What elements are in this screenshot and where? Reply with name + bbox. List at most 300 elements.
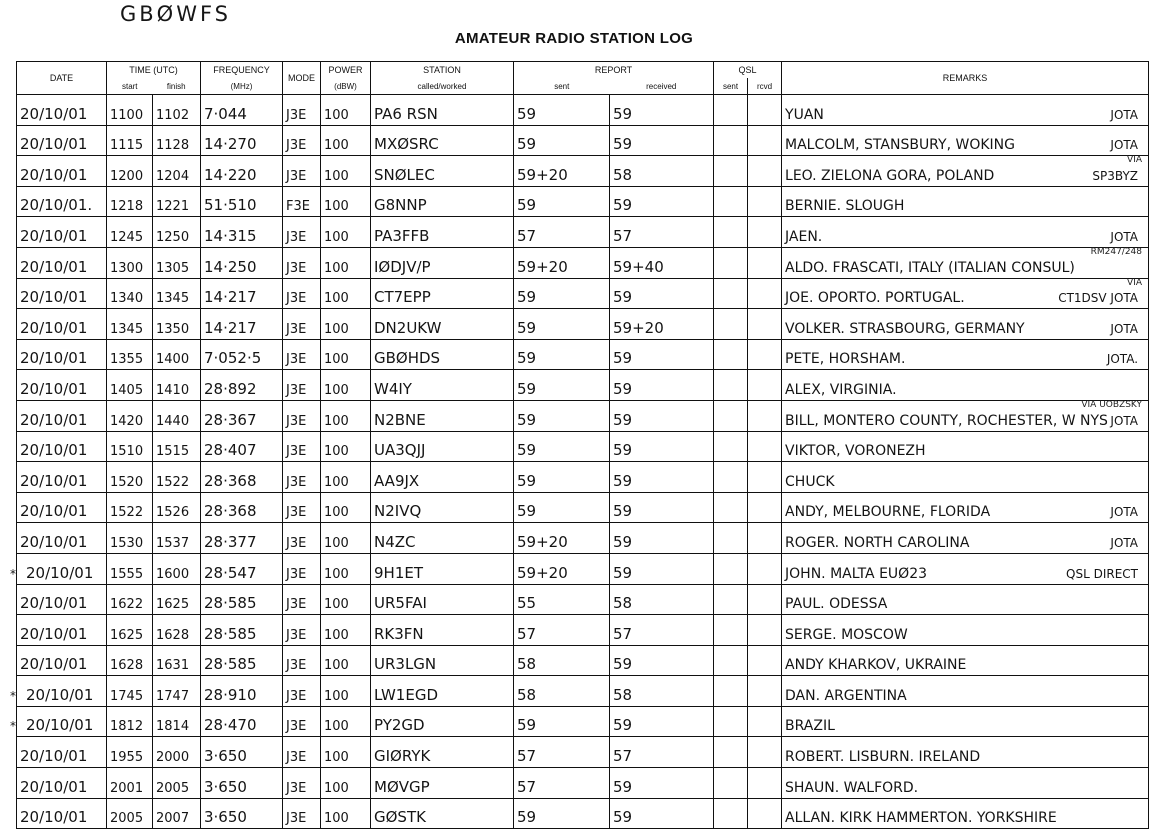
entry-time-finish: 1128: [153, 125, 201, 156]
entry-station: PA3FFB: [371, 217, 514, 248]
entry-remarks-text: BERNIE. SLOUGH: [785, 198, 905, 215]
entry-mode: F3E: [283, 186, 321, 217]
log-row: [17, 370, 1149, 401]
entry-time-finish: 1747: [153, 676, 201, 707]
entry-date-value: 20/10/01: [20, 777, 88, 796]
col-qsl: QSL: [714, 62, 782, 79]
entry-date-value: 20/10/01: [20, 104, 88, 123]
entry-time-start: 1555: [107, 553, 153, 584]
asterisk-mark: *: [10, 566, 16, 581]
entry-frequency: 28·585: [201, 645, 283, 676]
entry-qsl-rcvd: [748, 400, 782, 431]
entry-frequency: 14·217: [201, 278, 283, 309]
entry-power: 100: [321, 125, 371, 156]
log-row: [17, 615, 1149, 646]
entry-remarks-text: LEO. ZIELONA GORA, POLAND: [785, 167, 995, 184]
entry-report-sent: 59: [514, 431, 610, 462]
entry-date-value: 20/10/01: [20, 410, 88, 429]
entry-mode: J3E: [283, 768, 321, 799]
entry-time-finish: 1410: [153, 370, 201, 401]
col-station: STATION: [371, 62, 514, 79]
entry-remarks-tag: JOTA: [1110, 321, 1139, 336]
entry-report-received: 59+40: [610, 247, 714, 278]
entry-date: [17, 278, 107, 309]
entry-report-sent: 59: [514, 125, 610, 156]
entry-remarks: [782, 645, 1149, 676]
entry-mode: J3E: [283, 584, 321, 615]
entry-remarks-text: ANDY KHARKOV, UKRAINE: [785, 657, 967, 674]
entry-qsl-rcvd: [748, 125, 782, 156]
entry-station: UR3LGN: [371, 645, 514, 676]
entry-remarks-text: PETE, HORSHAM.: [785, 351, 906, 368]
entry-time-finish: 1250: [153, 217, 201, 248]
entry-frequency: 28·367: [201, 400, 283, 431]
entry-mode: J3E: [283, 125, 321, 156]
entry-date-value: 20/10/01: [26, 563, 94, 582]
entry-time-finish: 1102: [153, 95, 201, 126]
entry-date-value: 20/10/01: [20, 379, 88, 398]
entry-report-received: 58: [610, 584, 714, 615]
entry-report-received: 59: [610, 400, 714, 431]
log-body: [10, 95, 1149, 829]
entry-remarks-text: ALDO. FRASCATI, ITALY (ITALIAN CONSUL): [785, 259, 1075, 276]
entry-remarks: [782, 309, 1149, 340]
entry-frequency: 28·910: [201, 676, 283, 707]
entry-remarks: [782, 400, 1149, 431]
col-power-unit: (dBW): [321, 78, 371, 95]
log-row: [17, 217, 1149, 248]
entry-report-received: 59: [610, 645, 714, 676]
entry-frequency: 3·650: [201, 737, 283, 768]
col-frequency: FREQUENCY: [201, 62, 283, 79]
entry-qsl-sent: [714, 339, 748, 370]
log-row: [17, 186, 1149, 217]
log-row: [17, 309, 1149, 340]
entry-power: 100: [321, 737, 371, 768]
log-row: [17, 125, 1149, 156]
entry-qsl-sent: [714, 370, 748, 401]
entry-remarks-text: SERGE. MOSCOW: [785, 626, 908, 643]
entry-remarks: [782, 523, 1149, 554]
entry-qsl-sent: [714, 431, 748, 462]
entry-remarks-tag: QSL DIRECT: [1066, 566, 1139, 581]
entry-power: 100: [321, 645, 371, 676]
entry-mode: J3E: [283, 156, 321, 187]
log-row: [17, 339, 1149, 370]
col-report-received: received: [610, 78, 714, 95]
log-row: [17, 462, 1149, 493]
entry-report-received: 59: [610, 706, 714, 737]
entry-power: 100: [321, 400, 371, 431]
entry-qsl-sent: [714, 309, 748, 340]
entry-frequency: 14·220: [201, 156, 283, 187]
entry-time-finish: 1625: [153, 584, 201, 615]
entry-power: 100: [321, 615, 371, 646]
entry-qsl-rcvd: [748, 278, 782, 309]
entry-qsl-rcvd: [748, 768, 782, 799]
entry-date-value: 20/10/01: [20, 318, 88, 337]
entry-date-value: 20/10/01: [20, 349, 88, 368]
log-row: [17, 278, 1149, 309]
entry-report-sent: 59: [514, 370, 610, 401]
entry-remarks-text: ANDY, MELBOURNE, FLORIDA: [785, 504, 991, 521]
entry-remarks-text: CHUCK: [785, 473, 835, 490]
col-station-sub: called/worked: [371, 78, 514, 95]
entry-remarks-text: ALLAN. KIRK HAMMERTON. YORKSHIRE: [785, 810, 1057, 827]
entry-report-received: 59: [610, 553, 714, 584]
entry-qsl-rcvd: [748, 309, 782, 340]
entry-mode: J3E: [283, 676, 321, 707]
entry-qsl-rcvd: [748, 798, 782, 829]
entry-qsl-rcvd: [748, 247, 782, 278]
entry-station: MØVGP: [371, 768, 514, 799]
entry-report-sent: 59: [514, 798, 610, 829]
entry-station: PY2GD: [371, 706, 514, 737]
entry-station: AA9JX: [371, 462, 514, 493]
page-title: AMATEUR RADIO STATION LOG: [454, 30, 694, 47]
entry-report-received: 58: [610, 156, 714, 187]
entry-station: IØDJV/P: [371, 247, 514, 278]
entry-qsl-sent: [714, 217, 748, 248]
entry-remarks-text: ROGER. NORTH CAROLINA: [785, 534, 970, 551]
entry-remarks: [782, 768, 1149, 799]
entry-qsl-rcvd: [748, 156, 782, 187]
entry-time-start: 1200: [107, 156, 153, 187]
entry-time-start: 1405: [107, 370, 153, 401]
entry-report-sent: 57: [514, 737, 610, 768]
entry-date: [17, 645, 107, 676]
entry-report-sent: 57: [514, 768, 610, 799]
entry-time-start: 2005: [107, 798, 153, 829]
entry-qsl-rcvd: [748, 553, 782, 584]
entry-time-finish: 1345: [153, 278, 201, 309]
entry-power: 100: [321, 676, 371, 707]
entry-date: [10, 553, 107, 584]
entry-qsl-rcvd: [748, 645, 782, 676]
entry-power: 100: [321, 370, 371, 401]
entry-frequency: 28·377: [201, 523, 283, 554]
entry-report-received: 58: [610, 676, 714, 707]
entry-frequency: 28·470: [201, 706, 283, 737]
entry-qsl-sent: [714, 492, 748, 523]
entry-time-finish: 1515: [153, 431, 201, 462]
entry-report-received: 57: [610, 217, 714, 248]
entry-report-sent: 59+20: [514, 523, 610, 554]
entry-frequency: 14·315: [201, 217, 283, 248]
entry-time-start: 1745: [107, 676, 153, 707]
entry-date: [17, 492, 107, 523]
entry-power: 100: [321, 798, 371, 829]
log-row: [17, 706, 1149, 737]
entry-qsl-sent: [714, 615, 748, 646]
entry-time-start: 1510: [107, 431, 153, 462]
entry-time-start: 1955: [107, 737, 153, 768]
log-row: [17, 645, 1149, 676]
entry-date-value: 20/10/01.: [20, 196, 93, 215]
entry-remarks-text: ROBERT. LISBURN. IRELAND: [785, 749, 981, 766]
entry-time-finish: 2007: [153, 798, 201, 829]
entry-date: [17, 217, 107, 248]
entry-mode: J3E: [283, 431, 321, 462]
entry-qsl-rcvd: [748, 523, 782, 554]
entry-qsl-sent: [714, 125, 748, 156]
entry-date: [10, 676, 107, 707]
entry-date: [17, 156, 107, 187]
entry-report-sent: 59: [514, 706, 610, 737]
entry-date: [17, 309, 107, 340]
entry-report-received: 59: [610, 462, 714, 493]
entry-remarks-text: MALCOLM, STANSBURY, WOKING: [785, 137, 1015, 154]
entry-remarks-tag: SP3BYZ: [1092, 168, 1139, 183]
entry-remarks: [782, 186, 1149, 217]
entry-mode: J3E: [283, 95, 321, 126]
entry-date: [17, 186, 107, 217]
entry-report-sent: 59: [514, 309, 610, 340]
entry-remarks: [782, 492, 1149, 523]
entry-time-start: 1218: [107, 186, 153, 217]
entry-remarks: [782, 676, 1149, 707]
entry-report-received: 59: [610, 339, 714, 370]
entry-power: 100: [321, 768, 371, 799]
entry-frequency: 7·052·5: [201, 339, 283, 370]
entry-power: 100: [321, 95, 371, 126]
entry-time-finish: 1600: [153, 553, 201, 584]
entry-date: [17, 584, 107, 615]
entry-frequency: 28·407: [201, 431, 283, 462]
station-log-table: [10, 61, 1149, 829]
entry-report-sent: 57: [514, 615, 610, 646]
log-row: [17, 768, 1149, 799]
entry-mode: J3E: [283, 798, 321, 829]
entry-remarks-note: RM247/248: [1090, 246, 1143, 257]
log-row: [17, 523, 1149, 554]
entry-date: [17, 615, 107, 646]
entry-time-start: 2001: [107, 768, 153, 799]
entry-time-finish: 1628: [153, 615, 201, 646]
entry-remarks: [782, 95, 1149, 126]
entry-report-sent: 59+20: [514, 156, 610, 187]
entry-station: LW1EGD: [371, 676, 514, 707]
entry-remarks-text: BRAZIL: [785, 718, 835, 735]
handwritten-callsign: GBØWFS: [120, 2, 232, 26]
entry-qsl-sent: [714, 156, 748, 187]
entry-frequency: 7·044: [201, 95, 283, 126]
entry-date-value: 20/10/01: [20, 532, 88, 551]
col-qsl-sent: sent: [714, 78, 748, 95]
entry-remarks-text: PAUL. ODESSA: [785, 596, 888, 613]
entry-remarks-tag: JOTA.: [1106, 352, 1139, 367]
entry-qsl-rcvd: [748, 584, 782, 615]
entry-mode: J3E: [283, 339, 321, 370]
log-row: [17, 247, 1149, 278]
entry-mode: J3E: [283, 217, 321, 248]
entry-frequency: 28·368: [201, 492, 283, 523]
entry-time-start: 1625: [107, 615, 153, 646]
entry-remarks: [782, 247, 1149, 278]
entry-remarks: [782, 553, 1149, 584]
entry-frequency: 28·585: [201, 615, 283, 646]
entry-report-sent: 57: [514, 217, 610, 248]
entry-report-received: 59: [610, 186, 714, 217]
entry-remarks: [782, 706, 1149, 737]
entry-qsl-sent: [714, 462, 748, 493]
log-row: [17, 553, 1149, 584]
entry-station: GBØHDS: [371, 339, 514, 370]
entry-date-value: 20/10/01: [20, 288, 88, 307]
entry-remarks: [782, 156, 1149, 187]
entry-time-start: 1300: [107, 247, 153, 278]
entry-remarks-text: DAN. ARGENTINA: [785, 687, 907, 704]
entry-mode: J3E: [283, 309, 321, 340]
entry-power: 100: [321, 462, 371, 493]
entry-qsl-sent: [714, 584, 748, 615]
log-row: [17, 400, 1149, 431]
entry-station: CT7EPP: [371, 278, 514, 309]
log-row: [17, 156, 1149, 187]
entry-station: N2BNE: [371, 400, 514, 431]
entry-time-start: 1622: [107, 584, 153, 615]
log-row: [17, 737, 1149, 768]
log-row: [17, 798, 1149, 829]
entry-report-sent: 59: [514, 400, 610, 431]
entry-date: [17, 95, 107, 126]
entry-station: RK3FN: [371, 615, 514, 646]
entry-qsl-sent: [714, 768, 748, 799]
entry-date-value: 20/10/01: [20, 257, 88, 276]
entry-remarks-text: VOLKER. STRASBOURG, GERMANY: [785, 320, 1025, 337]
entry-remarks: [782, 217, 1149, 248]
entry-power: 100: [321, 156, 371, 187]
entry-frequency: 14·270: [201, 125, 283, 156]
entry-qsl-sent: [714, 706, 748, 737]
entry-date-value: 20/10/01: [26, 716, 94, 735]
entry-frequency: 51·510: [201, 186, 283, 217]
entry-station: N4ZC: [371, 523, 514, 554]
entry-time-finish: 1204: [153, 156, 201, 187]
entry-power: 100: [321, 553, 371, 584]
entry-remarks: [782, 462, 1149, 493]
entry-power: 100: [321, 523, 371, 554]
entry-date: [17, 523, 107, 554]
col-time-finish: finish: [153, 78, 201, 95]
entry-qsl-sent: [714, 676, 748, 707]
header-row: [17, 62, 1149, 79]
entry-time-start: 1245: [107, 217, 153, 248]
entry-remarks: [782, 278, 1149, 309]
entry-station: UA3QJJ: [371, 431, 514, 462]
entry-mode: J3E: [283, 462, 321, 493]
entry-frequency: 14·217: [201, 309, 283, 340]
entry-report-sent: 55: [514, 584, 610, 615]
entry-report-received: 59: [610, 370, 714, 401]
entry-date-value: 20/10/01: [26, 685, 94, 704]
entry-report-sent: 59: [514, 186, 610, 217]
entry-date: [17, 370, 107, 401]
entry-mode: J3E: [283, 523, 321, 554]
col-frequency-unit: (MHz): [201, 78, 283, 95]
entry-time-finish: 1814: [153, 706, 201, 737]
entry-power: 100: [321, 431, 371, 462]
entry-qsl-rcvd: [748, 370, 782, 401]
entry-report-received: 59+20: [610, 309, 714, 340]
entry-remarks-text: YUAN: [785, 106, 824, 123]
entry-remarks-note: VIA UOBZSKY: [1081, 399, 1143, 410]
entry-power: 100: [321, 217, 371, 248]
entry-time-start: 1340: [107, 278, 153, 309]
entry-frequency: 28·368: [201, 462, 283, 493]
entry-frequency: 3·650: [201, 768, 283, 799]
entry-qsl-sent: [714, 247, 748, 278]
entry-date-value: 20/10/01: [20, 165, 88, 184]
entry-mode: J3E: [283, 706, 321, 737]
entry-mode: J3E: [283, 553, 321, 584]
entry-remarks-tag: JOTA: [1110, 413, 1139, 428]
entry-time-start: 1530: [107, 523, 153, 554]
entry-report-received: 59: [610, 125, 714, 156]
entry-time-start: 1520: [107, 462, 153, 493]
entry-date: [17, 339, 107, 370]
entry-time-start: 1100: [107, 95, 153, 126]
entry-report-sent: 59+20: [514, 247, 610, 278]
entry-qsl-sent: [714, 553, 748, 584]
entry-power: 100: [321, 584, 371, 615]
entry-remarks-text: ALEX, VIRGINIA.: [785, 381, 897, 398]
entry-mode: J3E: [283, 737, 321, 768]
entry-date-value: 20/10/01: [20, 471, 88, 490]
entry-remarks-text: BILL, MONTERO COUNTY, ROCHESTER, W NYS: [785, 412, 1108, 429]
entry-qsl-sent: [714, 798, 748, 829]
entry-report-sent: 59: [514, 339, 610, 370]
entry-remarks: [782, 431, 1149, 462]
entry-time-finish: 1526: [153, 492, 201, 523]
col-time: TIME (UTC): [107, 62, 201, 79]
entry-report-received: 57: [610, 737, 714, 768]
entry-date-value: 20/10/01: [20, 502, 88, 521]
entry-mode: J3E: [283, 400, 321, 431]
entry-qsl-rcvd: [748, 676, 782, 707]
entry-frequency: 28·585: [201, 584, 283, 615]
entry-report-sent: 59+20: [514, 553, 610, 584]
entry-date-value: 20/10/01: [20, 441, 88, 460]
entry-qsl-sent: [714, 186, 748, 217]
entry-report-received: 59: [610, 278, 714, 309]
entry-remarks-tag: JOTA: [1110, 229, 1139, 244]
entry-time-finish: 1305: [153, 247, 201, 278]
entry-time-finish: 1350: [153, 309, 201, 340]
entry-remarks-text: JAEN.: [785, 228, 823, 245]
col-remarks: REMARKS: [782, 62, 1149, 95]
entry-report-sent: 59: [514, 462, 610, 493]
entry-frequency: 28·892: [201, 370, 283, 401]
entry-report-received: 59: [610, 768, 714, 799]
entry-mode: J3E: [283, 615, 321, 646]
entry-date-value: 20/10/01: [20, 594, 88, 613]
entry-qsl-rcvd: [748, 737, 782, 768]
entry-station: SNØLEC: [371, 156, 514, 187]
entry-report-received: 59: [610, 523, 714, 554]
asterisk-mark: *: [10, 688, 16, 703]
entry-remarks-tag: JOTA: [1110, 505, 1139, 520]
entry-date-value: 20/10/01: [20, 808, 88, 827]
entry-date-value: 20/10/01: [20, 624, 88, 643]
entry-station: DN2UKW: [371, 309, 514, 340]
entry-station: W4IY: [371, 370, 514, 401]
entry-qsl-sent: [714, 645, 748, 676]
entry-report-sent: 58: [514, 645, 610, 676]
log-row: [17, 492, 1149, 523]
entry-remarks: [782, 370, 1149, 401]
entry-time-start: 1812: [107, 706, 153, 737]
